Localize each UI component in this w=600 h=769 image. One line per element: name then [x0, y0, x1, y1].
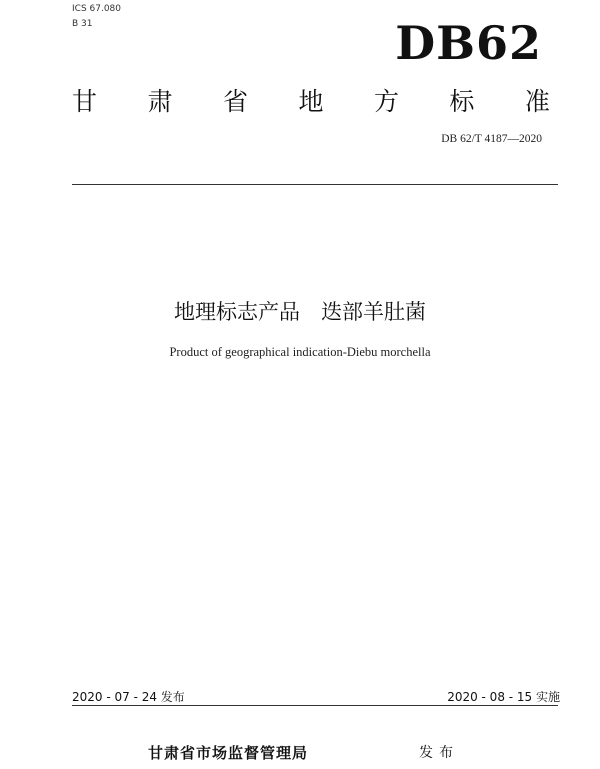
title-english: Product of geographical indication-Diebu morchella [169, 345, 431, 359]
standard-type-char: 准 [524, 87, 550, 116]
footer-divider [72, 705, 558, 706]
ics-code: ICS 67.080 [72, 4, 122, 14]
standard-type-char: 省 [222, 87, 248, 116]
standard-type-char: 肃 [147, 87, 173, 116]
header-divider [72, 184, 558, 185]
implementation-date: 2020 - 08 - 15 实施 [447, 690, 560, 704]
issuer-name: 甘肃省市场监督管理局 [148, 744, 309, 762]
standard-type-char: 方 [373, 87, 399, 116]
standard-type-char: 地 [298, 87, 324, 116]
standard-type-heading [72, 82, 550, 118]
standard-type-char: 标 [449, 87, 475, 116]
issue-date: 2020 - 07 - 24 发布 [72, 690, 185, 704]
issue-label: 发布 [419, 745, 459, 761]
standard-type-char: 甘 [72, 87, 98, 116]
title-chinese: 地理标志产品 迭部羊肚菌 [174, 300, 426, 324]
standard-number: DB 62/T 4187—2020 [441, 133, 542, 145]
db-logo: DB62 [395, 16, 542, 70]
ccs-code: B 31 [72, 19, 93, 29]
